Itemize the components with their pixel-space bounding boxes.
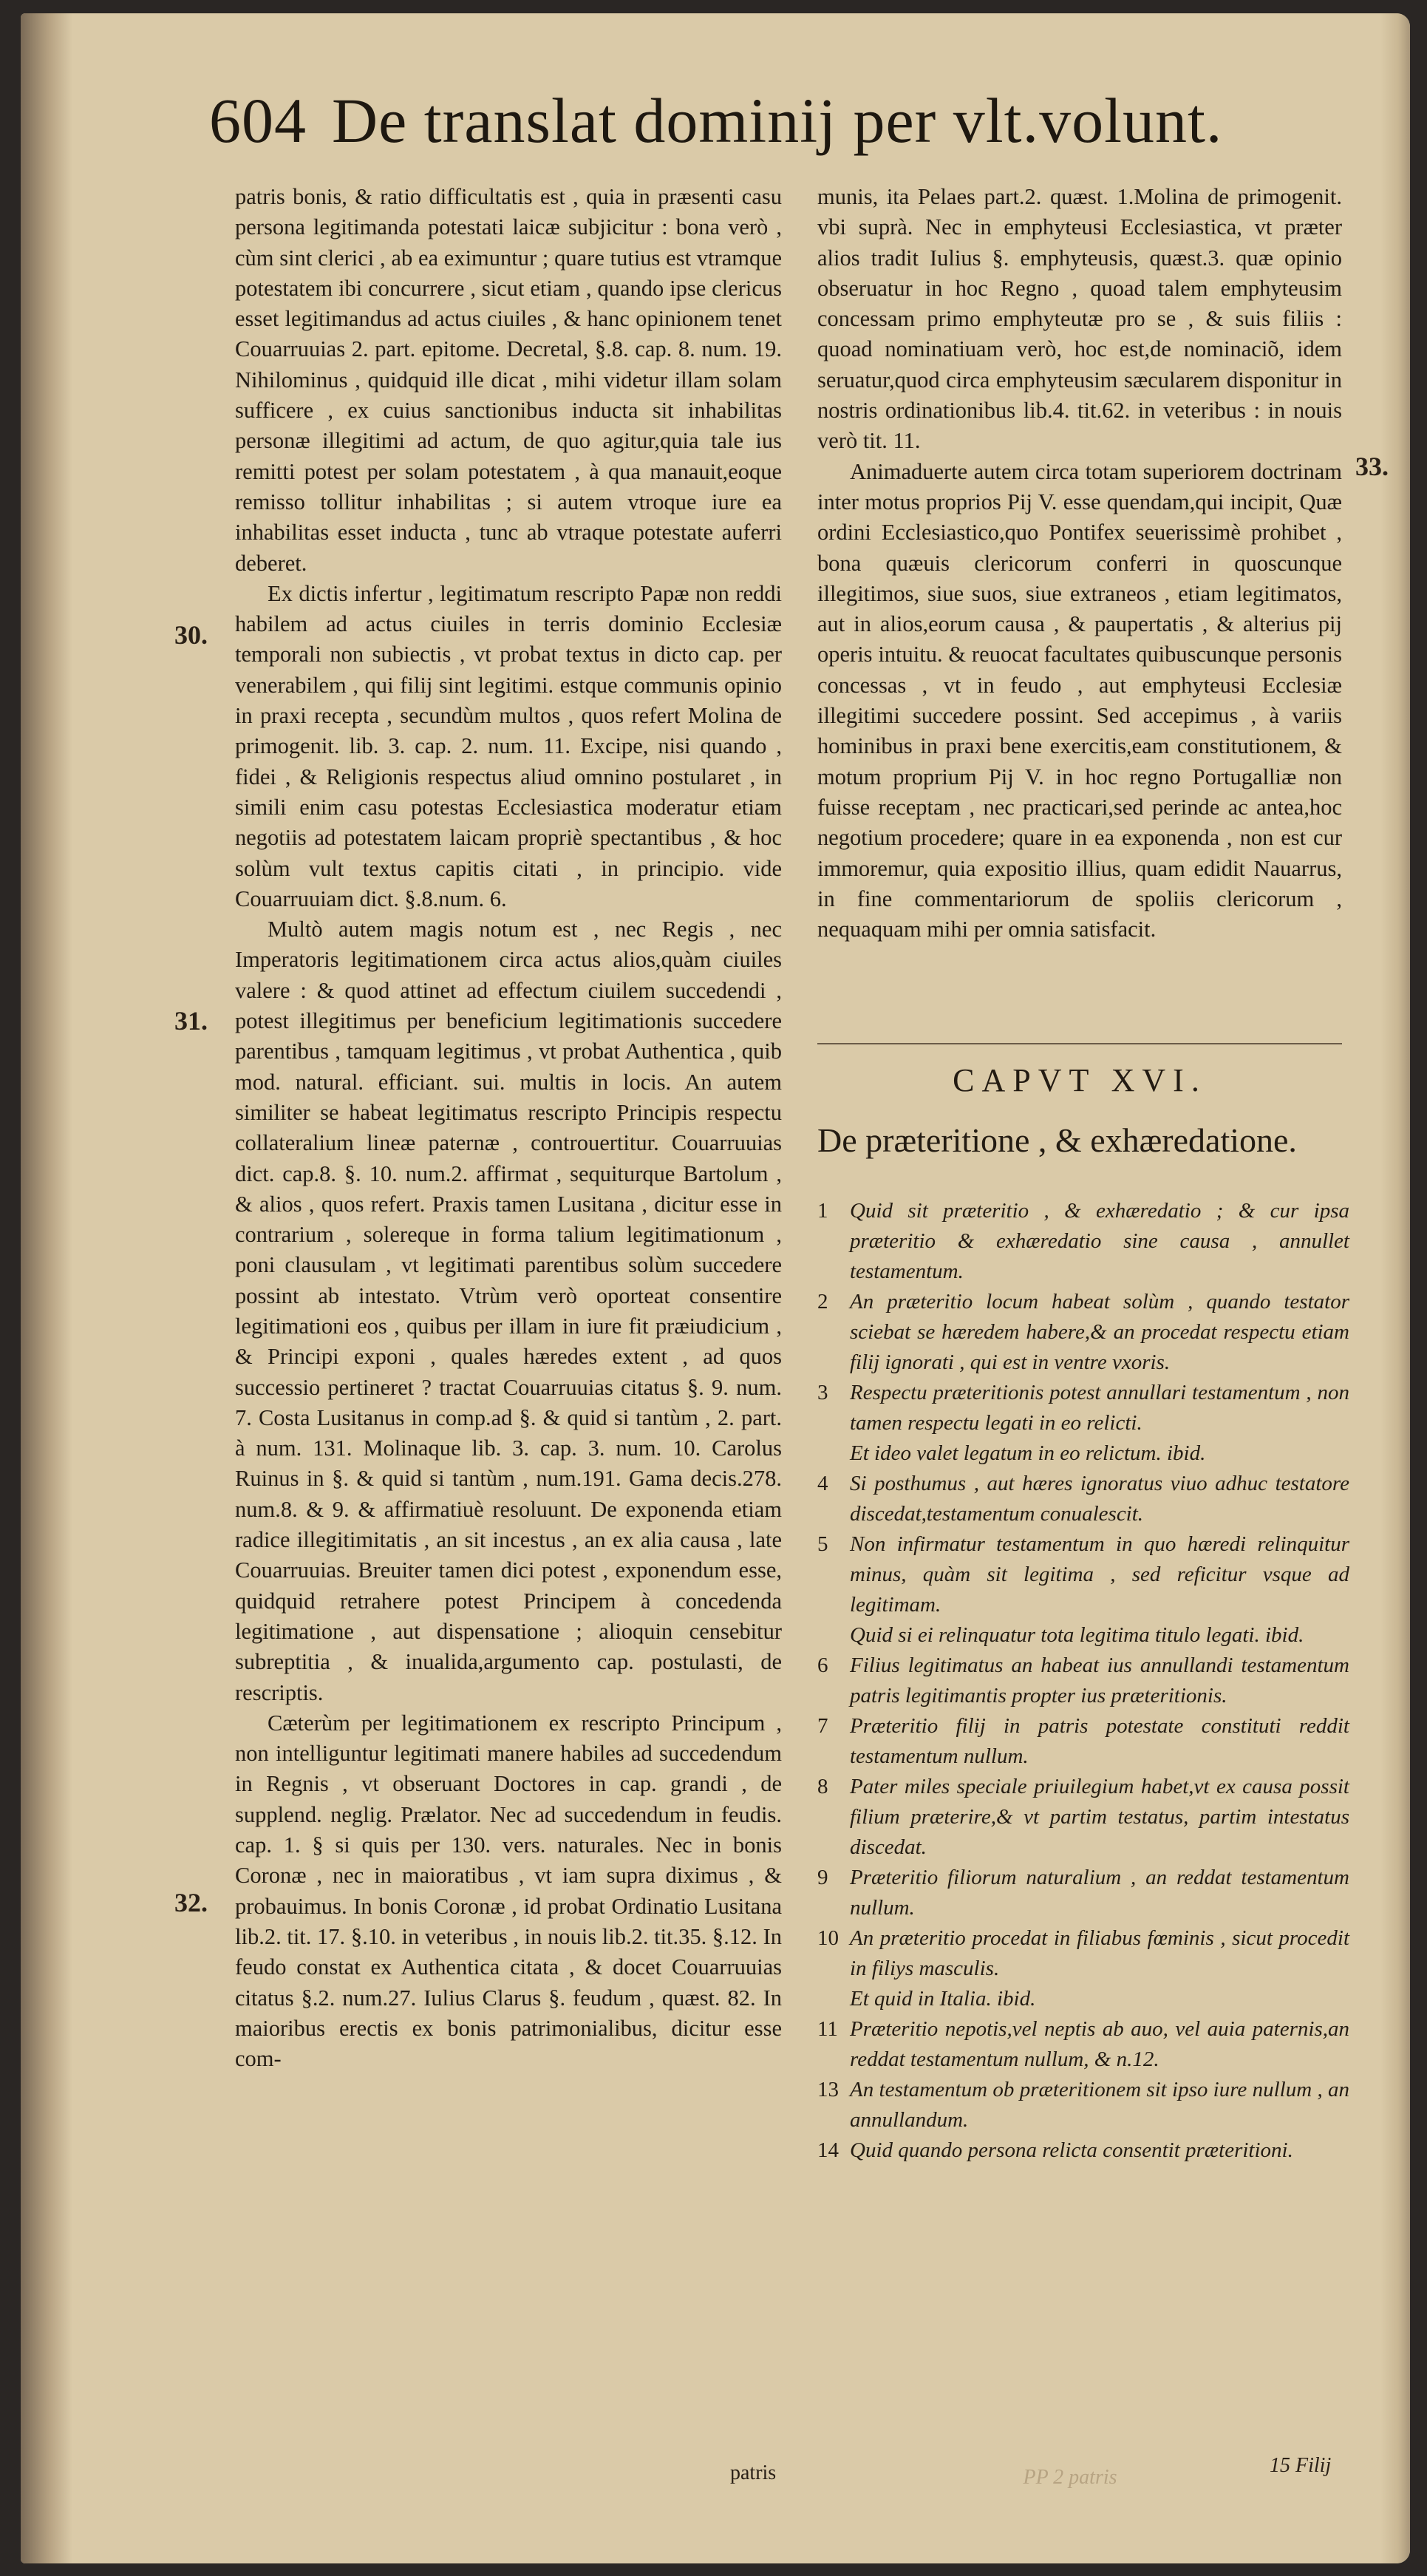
page-number: 604 (209, 85, 307, 156)
summary-item-text: Et quid in Italia. ibid. (850, 1987, 1036, 2011)
summary-item-number: 7 (817, 1714, 828, 1738)
margin-number: 32. (174, 1888, 208, 1917)
chapter-rule (817, 1043, 1342, 1044)
paragraph: patris bonis, & ratio difficultatis est , quia in præsenti casu persona legitimanda potestati laicæ subjicitur : bona verò , cùm sint clerici , ab ea eximuntur ; quare tutius est vtramque potestatem ibi concurrere , sicut etiam , quando ipse clericus esset legitimandus ad actus ciuiles , & hanc opinionem tenet Couarruuias 2. part. epitome. Decretal, §.8. cap. 8. num. 19. Nihilominus , quidquid ille dicat , mihi videtur illam solam sufficere , ex cuius sanctionibus inducta sit inhabilitas personæ illegitimi ad actum, de quo agitur,quia tale ius remitti potest per solam potestatem , à qua manauit,eoque remisso tollitur inhabilitas ; si autem vtroque iure ea inhabilitas esset inducta , tunc ab vtraque potestate auferri deberet. (235, 184, 782, 576)
summary-item (817, 1863, 1349, 1923)
summary-item-number: 2 (817, 1290, 828, 1314)
summary-item-number: 9 (817, 1866, 828, 1889)
summary-item-text: Præteritio filij in patris potestate constituti reddit testamentum nullum. (850, 1714, 1349, 1768)
summary-item-text: Non infirmatur testamentum in quo hæredi relinquitur minus, quàm sit legitima , sed reficitur vsque ad legitimam. (850, 1532, 1349, 1617)
summary-item (817, 2075, 1349, 2135)
page-fore-edge (1380, 13, 1410, 2563)
summary-item (817, 1469, 1349, 1529)
summary-item-text: An præteritio procedat in filiabus fœminis , sicut procedit in filiys masculis. (850, 1926, 1349, 1980)
page-gutter (21, 13, 72, 2563)
summary-item (817, 1196, 1349, 1287)
summary-item (817, 1984, 1349, 2014)
summary-item (817, 1620, 1349, 1651)
summary-item (817, 1772, 1349, 1863)
summary-item-text: Filius legitimatus an habeat ius annullandi testamentum patris legitimantis propter ius præteritionis. (850, 1654, 1349, 1707)
chapter-title: De præteritione , & exhæredatione. (817, 1121, 1297, 1159)
summary-item (817, 1438, 1349, 1469)
summary-item-text: An præteritio locum habeat solùm , quando testator sciebat se hæredem habere,& an procedat respectu etiam filij ignorati , qui est in ventre vxoris. (850, 1290, 1349, 1374)
summary-item (817, 1651, 1349, 1711)
margin-number: 31. (174, 1006, 208, 1036)
summary-item (817, 1529, 1349, 1620)
catchword-left: patris (730, 2461, 777, 2484)
summary-item-number: 8 (817, 1775, 828, 1798)
paragraph: munis, ita Pelaes part.2. quæst. 1.Molina de primogenit. vbi suprà. Nec in emphyteusi Ecclesiastica, vt præter alios tradit Iulius §. emphyteusis, quæst.3. quæ opinio obseruatur in hoc Regno , quoad talem emphyteusim concessam primo emphyteutæ pro se , & suis filiis : quoad nominatiuam verò, hoc est,de nominaciõ, idem seruatur,quod circa emphyteusim sæcularem disponitur in nostris ordinationibus lib.4. tit.62. in veteribus : in nouis verò tit. 11. (817, 184, 1342, 454)
summary-item (817, 2135, 1349, 2166)
summary-item-text: Pater miles speciale priuilegium habet,vt ex causa possit filium præterire,& vt partim testatus, partim intestatus discedat. (850, 1775, 1349, 1859)
summary-item-text: Quid quando persona relicta consentit præteritioni. (850, 2138, 1293, 2162)
summary-item-text: An testamentum ob præteritionem sit ipso iure nullum , an annullandum. (850, 2078, 1349, 2132)
summary-item-number (817, 1620, 850, 1651)
paragraph: Animaduerte autem circa totam superiorem doctrinam inter motus proprios Pij V. esse quendam,qui incipit, Quæ ordini Ecclesiastico,quo Pontifex seuerissimè prohibet , bona quæuis clericorum conferri in quoscunque illegitimos, siue suos, siue extraneos , etiam legitimatos, aut in alios,eorum causa , & paupertatis , & alterius pij operis intuitu. & reuocat facultates quibuscunque personis concessas , vt in feudo , aut emphyteusi Ecclesiæ illegitimi succedere possint. Sed accepimus , à variis hominibus in praxi bene exercitis,eam constitutionem, & motum proprium Pij V. in hoc regno Portugalliæ non fuisse receptam , nec practicari,sed perinde ac antea,hoc negotium procedere; quare in ea exponenda , non est cur immoremur, quia expositio illius, quam edidit Nauarrus, in fine commentariorum de spoliis clericorum , nequaquam mihi per omnia satisfacit. (817, 458, 1342, 942)
summary-item-number (817, 1984, 850, 2014)
paragraph: Cæterùm per legitimationem ex rescripto Principum , non intelliguntur legitimati manere habiles ad succedendum in Regnis , vt obseruant Doctores in cap. grandi , de supplend. neglig. Prælator. Nec ad succedendum in feudis. cap. 1. § si quis per 130. vers. naturales. Nec in bonis Coronæ , nec in maioratibus , vt iam supra diximus , & probauimus. In bonis Coronæ , id probat Ordinatio Lusitana lib.2. tit. 17. §.10. in veteribus , in nouis lib.2. tit.35. §.12. In feudo constat ex Authentica citata , & docet Couarruuias citatus §.2. num.27. Iulius Clarus §. feudum , quæst. 82. In maioribus erectis ex bonis patrimonialibus, dicitur esse com- (235, 1710, 782, 2072)
summary-item-number: 4 (817, 1472, 828, 1495)
paragraph: Multò autem magis notum est , nec Regis , nec Imperatoris legitimationem circa actus alios,quàm ciuiles valere : & quod attinet ad effectum ciuilem succedendi , potest illegitimus per beneficium legitimationis succedere parentibus , tamquam legitimus , vt probat Authentica , quib mod. natural. efficiant. sui. multis in locis. An autem similiter se habeat legitimatus rescripto Principis respectu collateralium lineæ paternæ , controuertitur. Couarruuias dict. cap.8. §. 10. num.2. affirmat , sequiturque Bartolum , & alios , quos refert. Praxis tamen Lusitana , dicitur esse in contrarium , solereque in forma talium legitimationum , poni clausulam , vt legitimati parentibus solùm succedere possint ab intestato. Vtrùm verò oporteat consentire legitimationi eos , quibus per illam in iure fit præiudicium , & Principi exponi , quales hæredes extent , ad quos successio pertineret ? tractat Couarruuias citatus §. 9. num. 7. Costa Lusitanus in comp.ad §. & quid si tantùm , 2. part. à num. 131. Molinaque lib. 3. cap. 3. num. 10. Carolus Ruinus in §. & quid si tantùm , num.191. Gama decis.278. num.8. & 9. & affirmatiuè resoluunt. De exponenda etiam radice illegitimitatis , an sit incestus , an ex alia causa , late Couarruuias. Breuiter tamen dici potest , exponendum esse, quidquid retrahere potest Principem à concedenda legitimatione , aut dispensatione ; alioquin censebitur subreptitia , & inualida,argumento cap. postulasti, de rescriptis. (235, 917, 782, 1705)
summary-item (817, 1287, 1349, 1378)
paragraph: Ex dictis infertur , legitimatum rescripto Papæ non reddi habilem ad actus ciuiles in terris dominio Ecclesiæ temporali non subiectis , vt probat textus in dicto cap. per venerabilem , qui filij sint legitimi. estque communis opinio in praxi recepta , secundùm multos , quos refert Molina de primogenit. lib. 3. cap. 2. num. 11. Excipe, nisi quando , fidei , & Religionis respectus aliud omnino postularet , in simili enim casu potestas Ecclesiastica moderatur etiam negotiis ad potestatem laicam propriè spectantibus , & hoc solùm vult textus capitis citati , in principio. vide Couarruuiam dict. §.8.num. 6. (235, 580, 782, 911)
summary-item-text: Quid si ei relinquatur tota legitima titulo legati. ibid. (850, 1623, 1304, 1647)
left-column (235, 182, 782, 2074)
margin-number: 33. (1355, 452, 1389, 481)
book-page (21, 13, 1410, 2563)
chapter-summary (817, 1196, 1349, 2166)
catchword-right: 15 Filij (1270, 2454, 1332, 2477)
summary-item (817, 1378, 1349, 1438)
summary-item-number: 5 (817, 1532, 828, 1556)
summary-item-number: 1 (817, 1199, 828, 1223)
summary-item (817, 1923, 1349, 1984)
summary-item-text: Respectu præteritionis potest annullari testamentum , non tamen respectu legati in eo relicti. (850, 1381, 1349, 1435)
summary-item-text: Et ideo valet legatum in eo relictum. ibid. (850, 1441, 1206, 1465)
bleed-through-text: PP 2 patris (1023, 2466, 1117, 2489)
summary-item-number: 11 (817, 2017, 838, 2041)
summary-item-number: 13 (817, 2078, 839, 2101)
summary-item (817, 1711, 1349, 1772)
summary-item-text: Præteritio filiorum naturalium , an reddat testamentum nullum. (850, 1866, 1349, 1920)
summary-item-number: 3 (817, 1381, 828, 1404)
summary-item-number (817, 1438, 850, 1469)
summary-item-number: 10 (817, 1926, 839, 1950)
chapter-label: CAPVT XVI. (953, 1062, 1207, 1098)
margin-number: 30. (174, 620, 208, 650)
summary-item-number: 14 (817, 2138, 839, 2162)
summary-item-number: 6 (817, 1654, 828, 1677)
summary-item-text: Quid sit præteritio , & exhæredatio ; & cur ipsa præteritio & exhæredatio sine causa , annullet testamentum. (850, 1199, 1349, 1283)
summary-item-text: Præteritio nepotis,vel neptis ab auo, vel auia paternis,an reddat testamentum nullum, & n.12. (850, 2017, 1349, 2071)
running-title: De translat dominij per vlt.volunt. (332, 85, 1223, 156)
summary-item-text: Si posthumus , aut hæres ignoratus viuo adhuc testatore discedat,testamentum conualescit. (850, 1472, 1349, 1526)
summary-item (817, 2014, 1349, 2075)
page-header (209, 84, 1222, 157)
right-column (817, 182, 1342, 945)
